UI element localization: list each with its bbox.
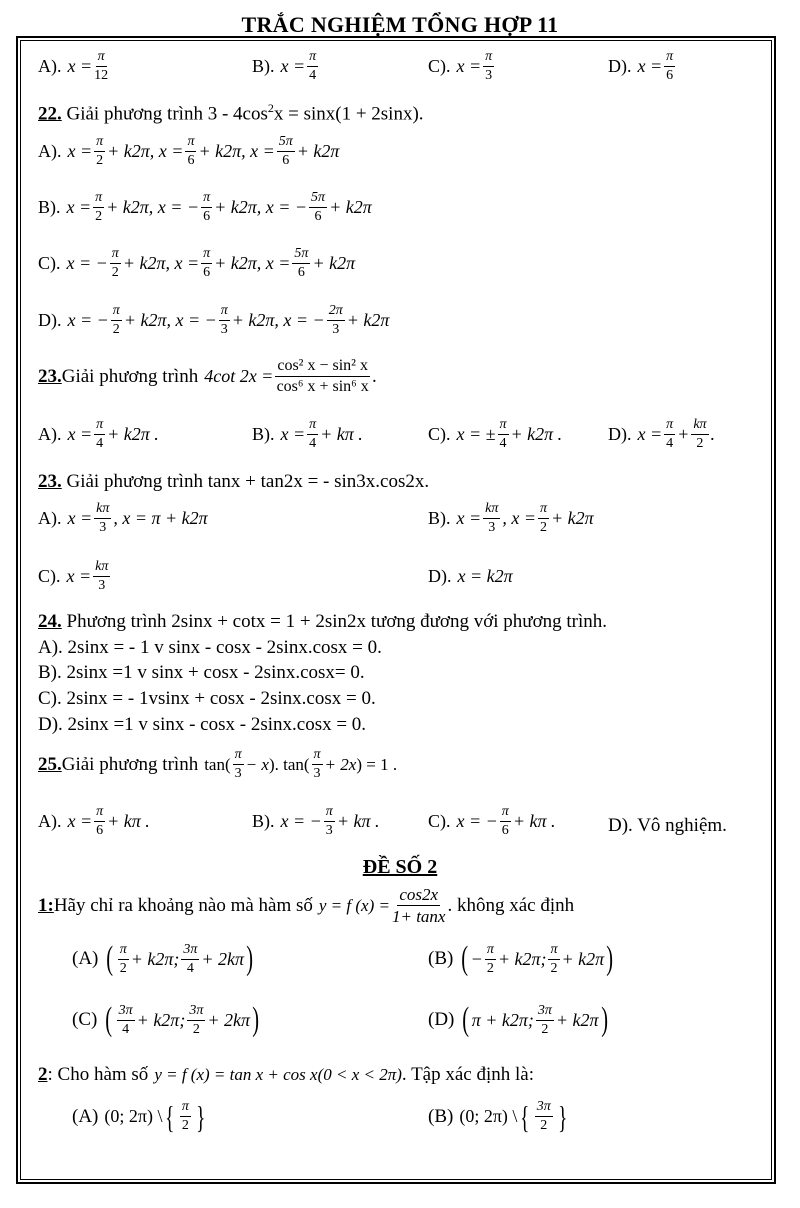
option-label: A). [38, 141, 62, 161]
question-number: 24. [38, 611, 62, 632]
s2q1-option-d: (D) ( π + k2π; 3π 2 + k2π ) [428, 1001, 608, 1038]
q24-option-d: D). 2sinx =1 v sinx - cosx - 2sinx.cosx = 0. [38, 714, 367, 735]
option-label: D). [608, 424, 632, 444]
q23a-option-a: A). x = $\frac{\pi}{4}$ + k2π . [38, 417, 159, 451]
option-label: (B) [428, 948, 454, 969]
s2q2-option-b: (B) (0; 2π) \ { 3π 2 } [428, 1098, 568, 1135]
option-label: D). [38, 310, 62, 330]
question-number: 22. [38, 103, 62, 125]
option-label: B). [252, 424, 275, 444]
option-label: D). [608, 56, 632, 76]
option-label: (B) [428, 1105, 454, 1127]
question-23b: 23. Giải phương trình tanx + tan2x = - sin3x.cos2x. [38, 471, 430, 492]
option-label: A). [38, 508, 62, 528]
question-number: 1: [38, 894, 54, 916]
option-label: A). [38, 56, 62, 76]
section2-question-1: 1: Hãy chỉ ra khoảng nào mà hàm số y = f (x) = $\frac{\cos 2x}{1+ \tan x}$ . không xác định [38, 885, 575, 926]
prev-option-a [38, 50, 110, 83]
q25-option-b: B). x = − $\frac{\pi}{3}$ + kπ . [252, 804, 380, 838]
math-expr: x = [67, 56, 93, 76]
question-number: 23. [38, 365, 62, 387]
section2-question-2: 2 : Cho hàm số y = f (x) = tan x + cos x(0 < x < 2π) . Tập xác định là: [38, 1064, 535, 1085]
prev-option-b [252, 50, 320, 83]
option-label: D). [428, 566, 452, 586]
q23b-option-a: A). x = $\frac{k\pi}{3}$ , x = π + k2π [38, 501, 208, 535]
option-label: B). [38, 197, 61, 217]
q23a-option-b: B). x = $\frac{\pi}{4}$ + kπ . [252, 417, 363, 451]
option-label: (A) [72, 948, 99, 969]
q24-option-b: B). 2sinx =1 v sinx + cosx - 2sinx.cosx= 0. [38, 662, 365, 683]
section-title: ĐỀ SỐ 2 [362, 856, 438, 878]
q25-option-a: A). x = $\frac{\pi}{6}$ + kπ . [38, 804, 150, 838]
q23b-option-b: B). x = $\frac{k\pi}{3}$ , x = $\frac{\pi}{2}$ + k2π [428, 501, 594, 535]
s2q1-option-c: (C) ( 3π 4 + k2π; 3π 2 + 2kπ ) [72, 1001, 260, 1038]
option-label: C). [38, 566, 61, 586]
question-24: 24. Phương trình 2sinx + cotx = 1 + 2sin2x tương đương với phương trình. [38, 611, 608, 632]
math-expr: x = [280, 56, 306, 76]
math-expr: x = [637, 56, 663, 76]
option-label: A). [38, 811, 62, 831]
fraction: $\frac{\pi}{6}$ [666, 49, 674, 83]
q25-option-d: D). Vô nghiệm. [608, 815, 727, 836]
q22-option-d: D). x = − $\frac{\pi}{2}$ + k2π, x = − $\frac{\pi}{3}$ + k2π, x = − $\frac{2\pi}{3}$ + k2π [38, 303, 390, 337]
question-number: 23. [38, 471, 62, 492]
option-label: (D) [428, 1009, 455, 1030]
option-label: C). [428, 56, 451, 76]
prev-option-d [608, 50, 677, 83]
q25-option-c: C). x = − $\frac{\pi}{6}$ + kπ . [428, 804, 556, 838]
math-expr: x = [456, 56, 482, 76]
option-label: B). [428, 508, 451, 528]
q24-option-a: A). 2sinx = - 1 v sinx - cosx - 2sinx.cosx = 0. [38, 637, 382, 658]
page-title: TRẮC NGHIỆM TỔNG HỢP 11 [241, 12, 559, 37]
question-22: 22. Giải phương trình $3 - 4\cos^2x = \sin x(1 + 2\sin x)$. [38, 101, 424, 125]
q22-option-a: A). x = $\frac{\pi}{2}$ + k2π, x = $\frac{\pi}{6}$ + k2π, x = $\frac{5\pi}{6}$ + k2π [38, 134, 340, 168]
fraction: $\frac{\text{cos² x − sin² x}}{\text{cos⁶ x + sin⁶ x}}$ [276, 357, 369, 395]
s2q2-option-a: (A) (0; 2π) \ { π 2 } [72, 1098, 206, 1135]
option-label: B). [252, 811, 275, 831]
q23a-option-c: C). x = ± $\frac{\pi}{4}$ + k2π . [428, 417, 563, 451]
option-label: (A) [72, 1105, 99, 1127]
option-label: A). [38, 424, 62, 444]
s2q1-option-b: (B) ( − $\frac{\pi}{2}$ + k2π; π 2 + k2π ) [428, 940, 614, 977]
fraction: $\frac{\pi}{4}$ [309, 49, 317, 83]
question-number: 2 [38, 1064, 48, 1085]
q23b-option-d: D). x = k2π [428, 566, 513, 586]
question-25: 25. Giải phương trình tan( π 3 − x ). tan( π 3 + 2x ) = 1 . [38, 747, 398, 781]
option-label: C). [38, 253, 61, 273]
q22-option-c: C). x = − $\frac{\pi}{2}$ + k2π, x = $\frac{\pi}{6}$ + k2π, x = $\frac{5\pi}{6}$ + k2π [38, 246, 356, 280]
option-label: C). [428, 424, 451, 444]
fraction: $\frac{\pi}{12}$ [94, 49, 109, 83]
fraction: $\frac{\pi}{3}$ [485, 49, 493, 83]
option-label: (C) [72, 1009, 98, 1030]
q23a-option-d: D). x = $\frac{\pi}{4}$ + $\frac{k\pi}{2}$ . [608, 417, 716, 451]
prev-option-c [428, 50, 496, 83]
q23b-option-c: C). x = $\frac{k\pi}{3}$ [38, 559, 109, 593]
s2q1-option-a: (A) ( π 2 + k2π; 3π 4 + 2kπ ) [72, 940, 254, 977]
option-label: B). [252, 56, 275, 76]
option-label: C). [428, 811, 451, 831]
question-number: 25. [38, 753, 62, 775]
q24-option-c: C). 2sinx = - 1vsinx + cosx - 2sinx.cosx = 0. [38, 688, 376, 709]
question-23a: 23. Giải phương trình 4cot 2x = $\frac{\text{cos² x − sin² x}}{\text{cos⁶ x + sin⁶ x}}$ . [38, 357, 377, 395]
q22-option-b: B). x = $\frac{\pi}{2}$ + k2π, x = − $\frac{\pi}{6}$ + k2π, x = − $\frac{5\pi}{6}$ + k2π [38, 190, 372, 224]
